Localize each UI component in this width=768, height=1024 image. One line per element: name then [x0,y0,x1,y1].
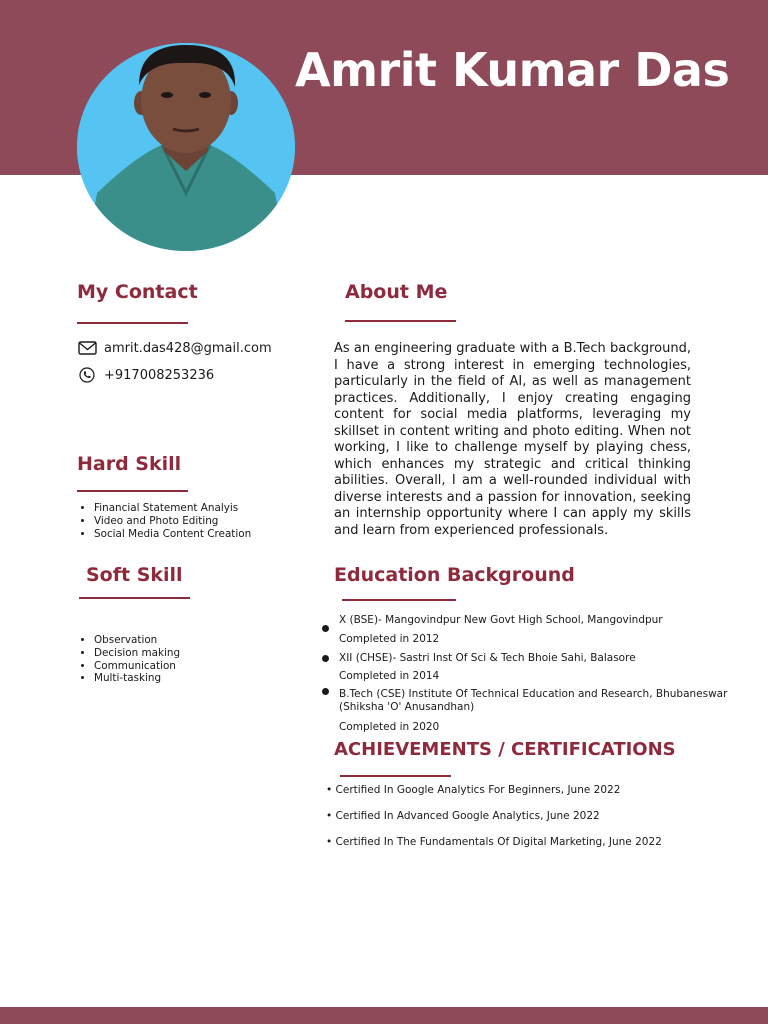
about-title: About Me [345,281,448,303]
hard-skill-list [77,502,251,540]
education-completed-2: Completed in 2014 [339,670,440,682]
education-title: Education Background [334,564,575,586]
contact-underline [77,322,188,324]
candidate-name: Amrit Kumar Das [295,43,730,97]
certification-item: • Certified In The Fundamentals Of Digital Marketing, June 2022 [326,836,662,848]
email-row [77,340,272,356]
achievements-title: ACHIEVEMENTS / CERTIFICATIONS [334,739,676,760]
education-entry-2: XII (CHSE)- Sastri Inst Of Sci & Tech Bhoie Sahi, Balasore [339,652,636,664]
email-text[interactable]: amrit.das428@gmail.com [104,340,272,356]
list-item: • Observation [94,634,180,647]
soft-skill-underline [79,597,190,599]
phone-icon [77,367,97,383]
list-item: • Multi-tasking [94,672,180,685]
education-entry-1: X (BSE)- Mangovindpur New Govt High School, Mangovindpur [339,614,663,626]
soft-skill-title: Soft Skill [86,564,183,586]
hard-skill-underline [77,490,188,492]
profile-photo [77,43,295,251]
contact-title: My Contact [77,281,198,303]
envelope-icon [77,340,97,356]
list-item: • Video and Photo Editing [94,515,251,528]
soft-skill-list [77,634,180,685]
education-bullet [322,625,329,632]
achievements-underline [340,775,451,777]
certification-item: • Certified In Advanced Google Analytics, June 2022 [326,810,600,822]
footer-band [0,1007,768,1024]
education-bullet [322,655,329,662]
hard-skill-title: Hard Skill [77,453,182,475]
list-item: • Social Media Content Creation [94,528,251,541]
phone-text[interactable]: +917008253236 [104,367,215,383]
education-completed-1: Completed in 2012 [339,633,440,645]
list-item: • Financial Statement Analyis [94,502,251,515]
education-underline [342,599,456,601]
education-bullet [322,688,329,695]
list-item: • Communication [94,660,180,673]
education-completed-3: Completed in 2020 [339,721,440,733]
list-item: • Decision making [94,647,180,660]
about-text: As an engineering graduate with a B.Tech background, I have a strong interest in emerging technologies, particularly in the field of AI, as well as management practices. Additionally, I enjoy creating engaging content for social media platforms, leveraging my skillset in content writing and photo editing. When not working, I like to challenge myself by playing chess, which enhances my strategic and critical thinking abilities. Overall, I am a well-rounded individual with diverse interests and a passion for innovation, seeking an internship opportunity where I can apply my skills and learn from experienced professionals. [334,341,691,538]
about-underline [345,320,456,322]
certification-item: • Certified In Google Analytics For Beginners, June 2022 [326,784,621,796]
education-entry-3: B.Tech (CSE) Institute Of Technical Education and Research, Bhubaneswar (Shiksha 'O' Anusandhan) [339,688,728,713]
phone-row [77,367,214,383]
